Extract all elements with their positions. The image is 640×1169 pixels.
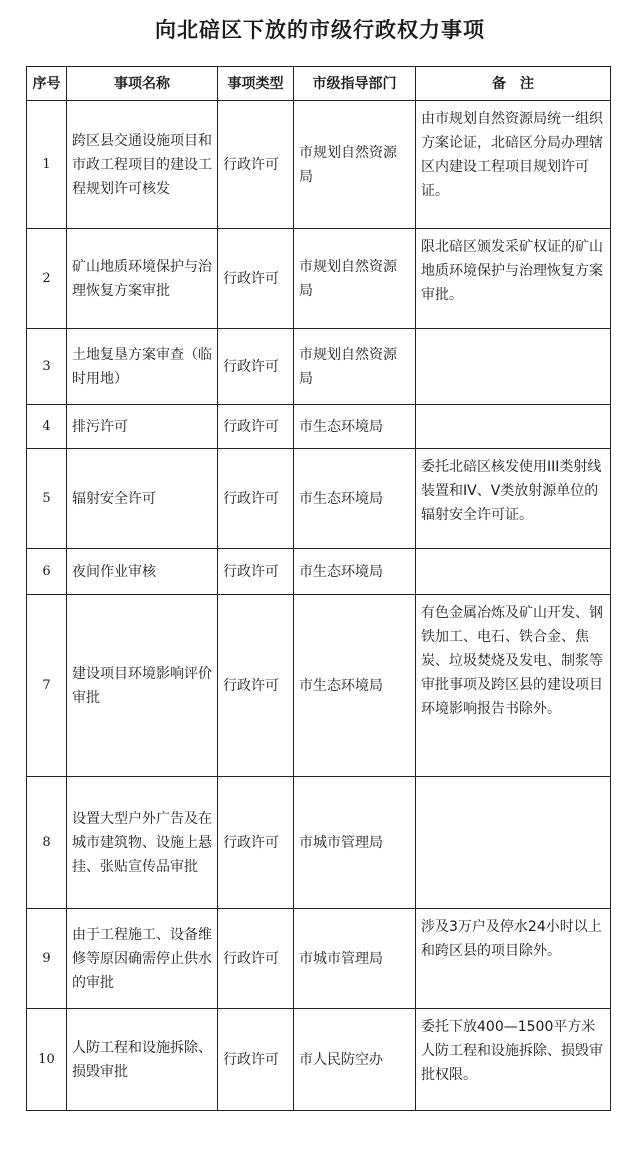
cell-no: 4 (27, 405, 67, 449)
cell-name: 由于工程施工、设备维修等原因确需停止供水的审批 (67, 909, 218, 1009)
cell-name: 设置大型户外广告及在城市建筑物、设施上悬挂、张贴宣传品审批 (67, 777, 218, 909)
header-name: 事项名称 (67, 67, 218, 101)
cell-note (416, 405, 611, 449)
cell-type: 行政许可 (218, 595, 294, 777)
cell-note (416, 549, 611, 595)
cell-dept: 市生态环境局 (294, 449, 416, 549)
header-row (27, 67, 611, 101)
table-row (27, 549, 611, 595)
header-no: 序号 (27, 67, 67, 101)
cell-no: 7 (27, 595, 67, 777)
cell-type: 行政许可 (218, 549, 294, 595)
table-row (27, 909, 611, 1009)
cell-note: 限北碚区颁发采矿权证的矿山地质环境保护与治理恢复方案审批。 (416, 229, 611, 329)
table-row (27, 101, 611, 229)
cell-type: 行政许可 (218, 329, 294, 405)
table-row (27, 405, 611, 449)
cell-dept: 市生态环境局 (294, 549, 416, 595)
cell-note: 委托北碚区核发使用III类射线装置和IV、V类放射源单位的辐射安全许可证。 (416, 449, 611, 549)
cell-dept: 市生态环境局 (294, 595, 416, 777)
cell-dept: 市城市管理局 (294, 909, 416, 1009)
cell-name: 矿山地质环境保护与治理恢复方案审批 (67, 229, 218, 329)
cell-name: 土地复垦方案审查（临时用地） (67, 329, 218, 405)
cell-no: 9 (27, 909, 67, 1009)
cell-name: 人防工程和设施拆除、损毁审批 (67, 1009, 218, 1111)
header-dept: 市级指导部门 (294, 67, 416, 101)
page-title: 向北碚区下放的市级行政权力事项 (155, 18, 485, 42)
cell-note: 由市规划自然资源局统一组织方案论证，北碚区分局办理辖区内建设工程项目规划许可证。 (416, 101, 611, 229)
cell-type: 行政许可 (218, 101, 294, 229)
cell-dept: 市生态环境局 (294, 405, 416, 449)
header-note: 备 注 (416, 67, 611, 101)
cell-note: 涉及3万户及停水24小时以上和跨区县的项目除外。 (416, 909, 611, 1009)
cell-dept: 市规划自然资源局 (294, 229, 416, 329)
cell-dept: 市人民防空办 (294, 1009, 416, 1111)
cell-no: 1 (27, 101, 67, 229)
cell-dept: 市规划自然资源局 (294, 101, 416, 229)
cell-no: 3 (27, 329, 67, 405)
cell-type: 行政许可 (218, 449, 294, 549)
cell-type: 行政许可 (218, 405, 294, 449)
table-row (27, 229, 611, 329)
table-row (27, 1009, 611, 1111)
table-row (27, 449, 611, 549)
cell-note: 委托下放400—1500平方米人防工程和设施拆除、损毁审批权限。 (416, 1009, 611, 1111)
cell-no: 6 (27, 549, 67, 595)
cell-note: 有色金属冶炼及矿山开发、钢铁加工、电石、铁合金、焦炭、垃圾焚烧及发电、制浆等审批事项及跨区县的建设项目环境影响报告书除外。 (416, 595, 611, 777)
header-type: 事项类型 (218, 67, 294, 101)
table-row (27, 777, 611, 909)
cell-dept: 市规划自然资源局 (294, 329, 416, 405)
cell-type: 行政许可 (218, 1009, 294, 1111)
cell-note (416, 777, 611, 909)
cell-note (416, 329, 611, 405)
cell-no: 10 (27, 1009, 67, 1111)
cell-no: 2 (27, 229, 67, 329)
table-row (27, 329, 611, 405)
cell-dept: 市城市管理局 (294, 777, 416, 909)
cell-no: 8 (27, 777, 67, 909)
cell-type: 行政许可 (218, 909, 294, 1009)
cell-name: 跨区县交通设施项目和市政工程项目的建设工程规划许可核发 (67, 101, 218, 229)
cell-type: 行政许可 (218, 777, 294, 909)
cell-no: 5 (27, 449, 67, 549)
table-row (27, 595, 611, 777)
cell-name: 辐射安全许可 (67, 449, 218, 549)
cell-type: 行政许可 (218, 229, 294, 329)
items-table (26, 66, 611, 1111)
cell-name: 夜间作业审核 (67, 549, 218, 595)
cell-name: 排污许可 (67, 405, 218, 449)
cell-name: 建设项目环境影响评价审批 (67, 595, 218, 777)
